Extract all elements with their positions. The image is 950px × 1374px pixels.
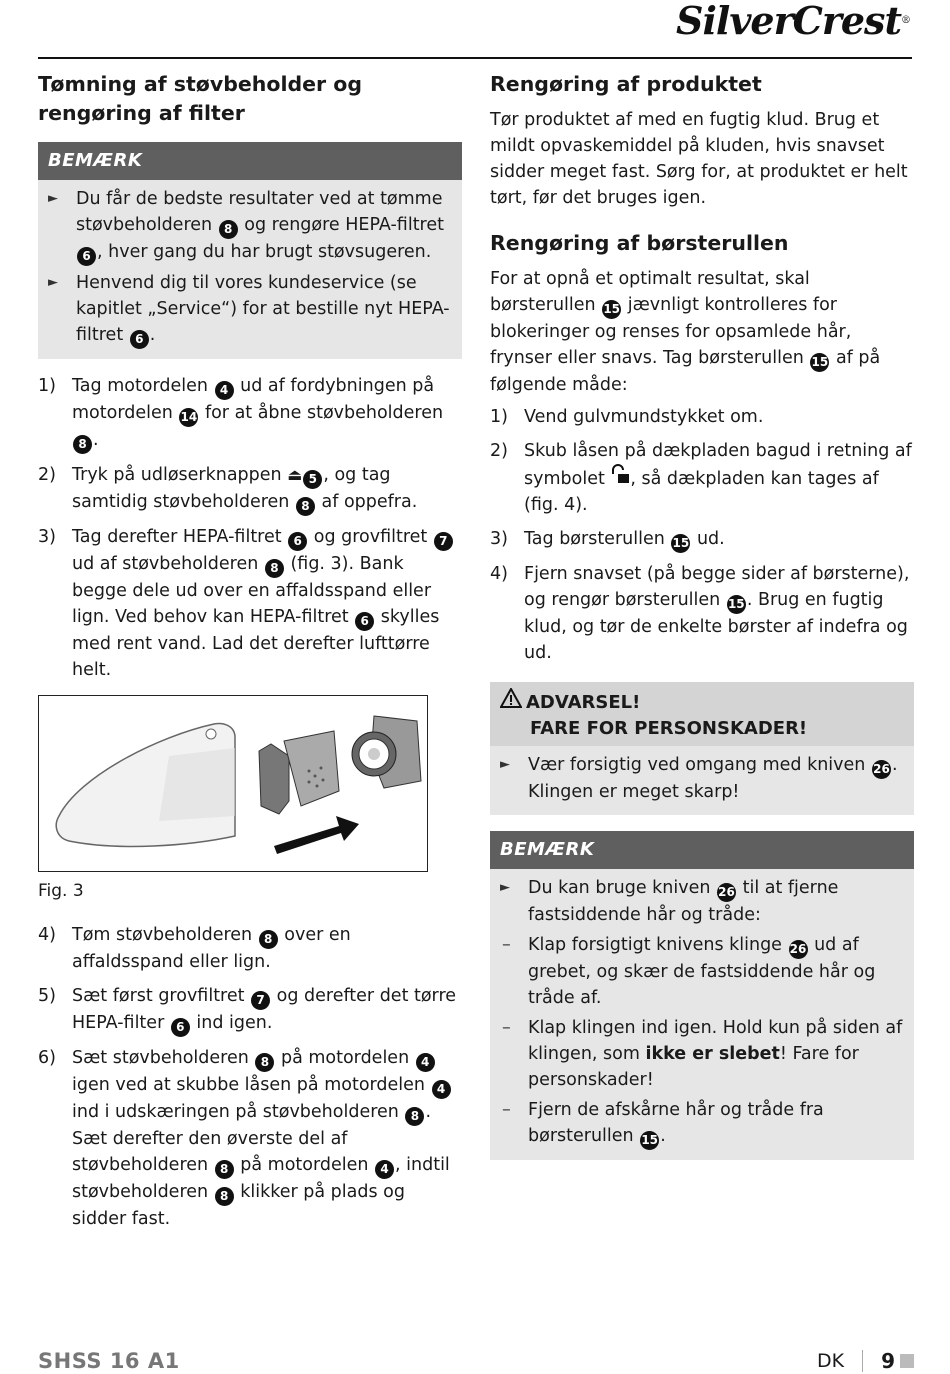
part-number-badge: 8 xyxy=(255,1053,274,1072)
part-number-badge: 6 xyxy=(77,247,96,266)
part-number-badge: 8 xyxy=(405,1107,424,1126)
page-marker-icon xyxy=(900,1354,914,1368)
dash-bullet: – xyxy=(502,1100,511,1120)
note-item: – Klap forsigtigt knivens klinge 26 ud af grebet, og skær de fastsiddende hår og tråde af. xyxy=(500,932,904,1011)
part-number-badge: 26 xyxy=(717,883,736,902)
step-number: 5) xyxy=(38,986,56,1006)
arrow-bullet-icon: ► xyxy=(500,880,510,895)
part-number-badge: 6 xyxy=(171,1018,190,1037)
part-number-badge: 15 xyxy=(640,1131,659,1150)
page-number: 9 xyxy=(881,1349,895,1373)
section-title-emptying: Tømning af støvbeholder og rengøring af filter xyxy=(38,72,363,125)
note-item: ► Henvend dig til vores kundeservice (se kapitlet „Service“) for at bestille nyt HEPA-filtret 6 . xyxy=(48,270,452,349)
part-number-badge: 4 xyxy=(432,1080,451,1099)
step-number: 2) xyxy=(38,465,56,485)
note-item: – Fjern de afskårne hår og tråde fra børsterullen 15 . xyxy=(500,1097,904,1150)
step-item: 1) Vend gulvmundstykket om. xyxy=(490,404,914,430)
step-item: 4) Tøm støvbeholderen 8 over en affaldsspand eller lign. xyxy=(38,922,462,975)
step-number: 3) xyxy=(490,529,508,549)
part-number-badge: 8 xyxy=(219,220,238,239)
warning-heading: ADVARSEL! FARE FOR PERSONSKADER! xyxy=(490,682,914,746)
note-heading: BEMÆRK xyxy=(38,142,462,180)
step-item: 2) Tryk på udløserknappen ⏏ 5 , og tag samtidig støvbeholderen 8 af oppefra. xyxy=(38,462,462,516)
arrow-bullet-icon: ► xyxy=(500,757,510,772)
note-box xyxy=(38,142,462,359)
note-box-2 xyxy=(490,831,914,1160)
part-number-badge: 8 xyxy=(296,497,315,516)
part-number-badge: 8 xyxy=(73,435,92,454)
part-number-badge: 6 xyxy=(355,612,374,631)
step-number: 4) xyxy=(38,925,56,945)
dash-bullet: – xyxy=(502,935,511,955)
part-number-badge: 5 xyxy=(303,470,322,489)
note-heading: BEMÆRK xyxy=(490,831,914,869)
brand-logo: SilverCrest® xyxy=(676,0,910,43)
arrow-bullet-icon: ► xyxy=(48,191,58,206)
note-item: ► Du kan bruge kniven 26 til at fjerne fastsiddende hår og tråde: xyxy=(500,875,904,928)
step-item: 2) Skub låsen på dækpladen bagud i retning af symbolet , så dækpladen kan tages af (fig. 4). xyxy=(490,438,914,518)
part-number-badge: 4 xyxy=(416,1053,435,1072)
part-number-badge: 15 xyxy=(602,300,621,319)
language-code: DK xyxy=(816,1350,845,1372)
step-number: 4) xyxy=(490,564,508,584)
part-number-badge: 8 xyxy=(265,559,284,578)
step-item: 3) Tag børsterullen 15 ud. xyxy=(490,526,914,553)
part-number-badge: 15 xyxy=(671,534,690,553)
part-number-badge: 8 xyxy=(215,1187,234,1206)
header-rule xyxy=(38,57,912,59)
warning-triangle-icon xyxy=(500,688,522,716)
section-title-cleaning-brush: Rengøring af børsterullen xyxy=(490,231,789,255)
step-item: 1) Tag motordelen 4 ud af fordybningen på motordelen 14 for at åbne støvbeholderen 8 . xyxy=(38,373,462,454)
page-footer xyxy=(817,1348,914,1374)
part-number-badge: 15 xyxy=(727,595,746,614)
part-number-badge: 7 xyxy=(251,991,270,1010)
paragraph: For at opnå et optimalt resultat, skal børsterullen 15 jævnligt kontrolleres for blokeringer og renses for opsamlede hår, frynser eller snavs. Tag børsterullen 15 af på følgende måde: xyxy=(490,269,881,395)
warning-item: ► Vær forsigtig ved omgang med kniven 26 . Klingen er meget skarp! xyxy=(500,752,904,805)
step-item: 3) Tag derefter HEPA-filtret 6 og grovfiltret 7 ud af støvbeholderen 8 (fig. 3). Bank begge dele ud over en affaldsspand eller lign. Ved behov kan HEPA-filtret 6 skylles med rent vand. Lad det derefter lufttørre helt. xyxy=(38,524,462,683)
figure-3-illustration xyxy=(38,695,428,872)
unlock-icon xyxy=(610,469,630,489)
arrow-bullet-icon: ► xyxy=(48,275,58,290)
note-item: ► Du får de bedste resultater ved at tømme støvbeholderen 8 og rengøre HEPA-filtret 6 , hver gang du har brugt støvsugeren. xyxy=(48,186,452,266)
part-number-badge: 6 xyxy=(288,532,307,551)
step-number: 1) xyxy=(38,376,56,396)
part-number-badge: 8 xyxy=(259,930,278,949)
right-column xyxy=(490,70,914,1174)
part-number-badge: 14 xyxy=(179,408,198,427)
step-item: 5) Sæt først grovfiltret 7 og derefter det tørre HEPA-filter 6 ind igen. xyxy=(38,983,462,1037)
part-number-badge: 6 xyxy=(130,330,149,349)
step-number: 2) xyxy=(490,441,508,461)
part-number-badge: 26 xyxy=(872,760,891,779)
part-number-badge: 26 xyxy=(789,940,808,959)
step-item: 6) Sæt støvbeholderen 8 på motordelen 4 igen ved at skubbe låsen på motordelen 4 ind i udskæringen på støvbeholderen 8 . Sæt derefter den øverste del af støvbeholderen 8 på motordelen 4 , indtil støvbeholderen 8 klikker på plads og sidder fast. xyxy=(38,1045,462,1232)
part-number-badge: 8 xyxy=(215,1160,234,1179)
part-number-badge: 7 xyxy=(434,532,453,551)
footer-divider xyxy=(862,1350,863,1372)
model-number: SHSS 16 A1 xyxy=(38,1349,180,1373)
figure-caption: Fig. 3 xyxy=(38,881,84,901)
left-column xyxy=(38,70,462,1240)
steps-list-brush xyxy=(490,404,914,666)
steps-list-2 xyxy=(38,922,462,1232)
eject-icon: ⏏ xyxy=(287,465,303,484)
steps-list-1 xyxy=(38,373,462,683)
warning-box xyxy=(490,682,914,815)
step-item: 4) Fjern snavset (på begge sider af børsterne), og rengør børsterullen 15 . Brug en fugtig klud, og tør de enkelte børster af indefra og ud. xyxy=(490,561,914,666)
dust-container-filters-drawing xyxy=(39,696,427,871)
dash-bullet: – xyxy=(502,1018,511,1038)
note-item: – Klap klingen ind igen. Hold kun på siden af klingen, som ikke er slebet! Fare for personskader! xyxy=(500,1015,904,1093)
part-number-badge: 4 xyxy=(375,1160,394,1179)
step-number: 6) xyxy=(38,1048,56,1068)
step-number: 3) xyxy=(38,527,56,547)
step-number: 1) xyxy=(490,407,508,427)
part-number-badge: 4 xyxy=(215,381,234,400)
section-title-cleaning-product: Rengøring af produktet xyxy=(490,72,762,96)
part-number-badge: 15 xyxy=(810,353,829,372)
paragraph: Tør produktet af med en fugtig klud. Brug et mildt opvaskemiddel på kluden, hvis snavset sidder meget fast. Sørg for, at produktet er helt tørt, før det bruges igen. xyxy=(490,110,908,208)
